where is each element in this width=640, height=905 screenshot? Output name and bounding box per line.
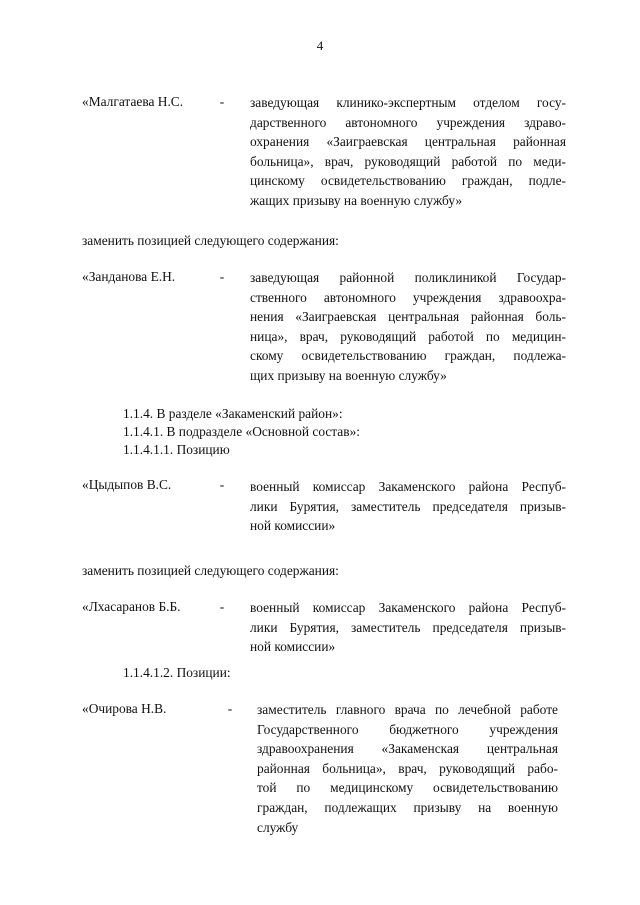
member-name-5: «Очирова Н.В.: [82, 701, 167, 716]
section-heading: 1.1.4. В разделе «Закаменский район»:: [123, 406, 343, 421]
description-line: службу: [257, 819, 299, 835]
member-name-4: «Лхасаранов Б.Б.: [82, 599, 181, 614]
member-description-3: [250, 477, 566, 536]
description-line: той по медицинскому освидетельствованию: [257, 780, 558, 796]
description-line: заведующая районной поликлиникой Государ-: [250, 270, 566, 285]
description-line: лики Бурятия, заместитель председателя призыв-: [250, 498, 566, 514]
description-line: нения «Заиграевская центральная районная боль-: [250, 309, 566, 325]
description-line: военный комиссар Закаменского района Респуб-: [250, 600, 566, 615]
dash-3: -: [219, 477, 225, 492]
member-name-1: «Малгатаева Н.С.: [82, 94, 184, 109]
dash-5: -: [227, 701, 233, 716]
dash-2: -: [219, 269, 225, 284]
member-description-4: [250, 598, 566, 657]
replace-instruction-1: заменить позицией следующего содержания:: [82, 233, 339, 248]
description-line: ной комиссии»: [250, 639, 336, 655]
dash-1: -: [219, 94, 225, 109]
description-line: больница», врач, руководящий работой по меди-: [250, 153, 566, 169]
description-line: заместитель главного врача по лечебной работе: [257, 702, 558, 717]
member-description-5: [257, 700, 558, 837]
description-line: жащих призыву на военную службу»: [250, 192, 463, 208]
description-line: ной комиссии»: [250, 518, 336, 534]
description-line: военный комиссар Закаменского района Респуб-: [250, 479, 566, 494]
member-name-3: «Цыдыпов В.С.: [82, 477, 172, 492]
description-line: ственного автономного учреждения здравоохра-: [250, 289, 566, 305]
description-line: цинскому освидетельствованию граждан, подле-: [250, 173, 566, 189]
dash-4: -: [219, 599, 225, 614]
positions-label: 1.1.4.1.2. Позиции:: [123, 665, 231, 680]
description-line: Государственного бюджетного учреждения: [257, 721, 558, 737]
subsection-heading: 1.1.4.1. В подразделе «Основной состав»:: [123, 424, 360, 439]
member-description-2: [250, 268, 566, 386]
description-line: лики Бурятия, заместитель председателя призыв-: [250, 619, 566, 635]
member-name-2: «Занданова Е.Н.: [82, 269, 176, 284]
description-line: ница», врач, руководящий работой по медицин-: [250, 328, 566, 344]
description-line: заведующая клинико-экспертным отделом госу-: [250, 95, 566, 110]
replace-instruction-2: заменить позицией следующего содержания:: [82, 563, 339, 578]
page-number: 4: [316, 38, 324, 53]
member-description-1: [250, 93, 566, 211]
description-line: здравоохранения «Закаменская центральная: [257, 741, 558, 757]
description-line: граждан, подлежащих призыву на военную: [257, 799, 558, 815]
description-line: охранения «Заиграевская центральная районная: [250, 134, 566, 150]
description-line: щих призыву на военную службу»: [250, 367, 447, 383]
description-line: дарственного автономного учреждения здраво-: [250, 114, 566, 130]
description-line: скому освидетельствованию граждан, подлежа-: [250, 348, 566, 364]
position-heading: 1.1.4.1.1. Позицию: [123, 442, 230, 457]
description-line: районная больница», врач, руководящий рабо-: [257, 760, 558, 776]
